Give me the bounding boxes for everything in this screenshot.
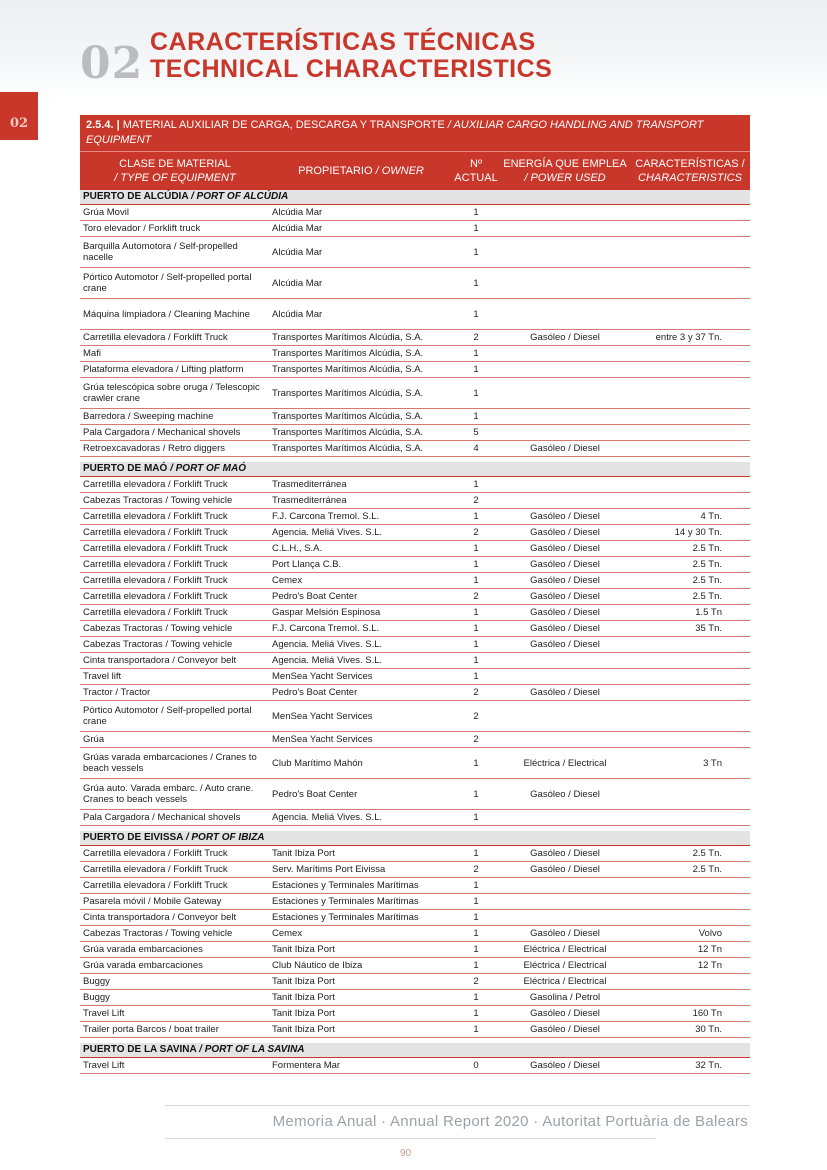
cell-type: Pala Cargadora / Mechanical shovels <box>83 812 241 823</box>
col-type: CLASE DE MATERIAL / TYPE OF EQUIPMENT <box>114 158 236 184</box>
cell-type: Grúa <box>83 734 105 745</box>
cell-owner: Alcúdia Mar <box>272 277 323 289</box>
table-row <box>80 573 750 589</box>
cell-type: Carretilla elevadora / Forklift Truck <box>83 848 228 859</box>
cell-owner: Estaciones y Terminales Marítimas <box>272 896 419 907</box>
chapter-title-en: TECHNICAL CHARACTERISTICS <box>150 55 553 83</box>
cell-count: 4 <box>473 443 479 454</box>
cell-owner: Formentera Mar <box>272 1060 341 1071</box>
cell-count: 1 <box>473 543 479 554</box>
cell-type: Barquilla Automotora / Self-propelled nacelle <box>83 241 238 263</box>
table-row <box>80 862 750 878</box>
cell-power <box>500 425 630 440</box>
cell-characteristics <box>630 205 750 220</box>
table-row <box>80 237 750 268</box>
cell-owner: Gaspar Melsión Espinosa <box>272 607 381 618</box>
cell-type: Tractor / Tractor <box>83 687 151 698</box>
cell-power: Gasóleo / Diesel <box>530 559 600 570</box>
cell-type: Cinta transportadora / Conveyor belt <box>83 912 237 923</box>
cell-characteristics <box>630 685 750 700</box>
cell-type: Grúa telescópica sobre oruga / Telescopic crawler crane <box>83 382 260 404</box>
cell-owner: Tanit Ibiza Port <box>272 944 335 955</box>
chapter-number: 02 <box>80 38 144 89</box>
cell-characteristics <box>630 268 750 298</box>
cell-characteristics: 3 Tn <box>703 757 722 769</box>
cell-owner: Tanit Ibiza Port <box>272 992 335 1003</box>
table-row <box>80 637 750 653</box>
cell-count: 1 <box>473 308 479 320</box>
cell-power: Gasóleo / Diesel <box>530 687 600 698</box>
cell-count: 2 <box>473 710 479 722</box>
table-row <box>80 221 750 237</box>
cell-characteristics <box>630 878 750 893</box>
cell-power: Gasóleo / Diesel <box>530 443 600 454</box>
side-chapter-tab: 02 <box>0 92 38 140</box>
table-row <box>80 846 750 862</box>
cell-owner: Tanit Ibiza Port <box>272 1024 335 1035</box>
cell-characteristics: 2.5 Tn. <box>692 575 722 586</box>
table-row <box>80 926 750 942</box>
cell-power: Gasóleo / Diesel <box>530 543 600 554</box>
cell-count: 1 <box>473 655 479 666</box>
cell-count: 1 <box>473 1008 479 1019</box>
cell-count: 2 <box>473 591 479 602</box>
table-row <box>80 974 750 990</box>
cell-type: Travel Lift <box>83 1060 125 1071</box>
cell-power <box>500 669 630 684</box>
table-row <box>80 1006 750 1022</box>
table-row <box>80 990 750 1006</box>
cell-power: Gasóleo / Diesel <box>530 591 600 602</box>
table-row <box>80 378 750 409</box>
table-row <box>80 205 750 221</box>
cell-owner: Tanit Ibiza Port <box>272 848 335 859</box>
table-row <box>80 685 750 701</box>
cell-type: Carretilla elevadora / Forklift Truck <box>83 575 228 586</box>
cell-power: Gasóleo / Diesel <box>530 864 600 875</box>
cell-count: 2 <box>473 527 479 538</box>
cell-characteristics <box>630 237 750 267</box>
cell-type: Cabezas Tractoras / Towing vehicle <box>83 639 233 650</box>
cell-characteristics: 1.5 Tn <box>695 607 722 618</box>
cell-power <box>500 237 630 267</box>
cell-characteristics: 2.5 Tn. <box>692 864 722 875</box>
cell-type: Máquina limpiadora / Cleaning Machine <box>83 308 250 320</box>
cell-count: 1 <box>473 511 479 522</box>
cell-count: 1 <box>473 671 479 682</box>
cell-owner: Agencia. Meliá Vives. S.L. <box>272 639 383 650</box>
table-row <box>80 541 750 557</box>
port-header <box>80 190 750 205</box>
cell-owner: Estaciones y Terminales Marítimas <box>272 880 419 891</box>
cell-owner: Transportes Marítimos Alcúdia, S.A. <box>272 411 424 422</box>
table-row <box>80 330 750 346</box>
cell-power: Eléctrica / Electrical <box>523 976 607 987</box>
cell-power: Eléctrica / Electrical <box>523 960 607 971</box>
cell-owner: F.J. Carcona Tremol. S.L. <box>272 511 380 522</box>
port-name-es: PUERTO DE EIVISSA <box>83 832 184 843</box>
port-header <box>80 831 750 846</box>
cell-power <box>500 810 630 825</box>
col-owner: PROPIETARIO / OWNER <box>298 165 424 177</box>
cell-count: 1 <box>473 992 479 1003</box>
cell-characteristics: 2.5 Tn. <box>692 848 722 859</box>
cell-count: 1 <box>473 277 479 289</box>
cell-count: 1 <box>473 896 479 907</box>
footer-divider <box>165 1105 750 1106</box>
cell-owner: Club Marítimo Mahón <box>272 757 363 769</box>
cell-owner: MenSea Yacht Services <box>272 671 373 682</box>
table-row <box>80 525 750 541</box>
cell-characteristics <box>630 378 750 408</box>
port-name-es: PUERTO DE LA SAVINA <box>83 1044 197 1055</box>
cell-count: 1 <box>473 639 479 650</box>
cell-type: Cabezas Tractoras / Towing vehicle <box>83 623 233 634</box>
footer-text: Memoria Anual · Annual Report 2020 · Autoritat Portuària de Balears <box>272 1113 748 1130</box>
cell-power: Gasóleo / Diesel <box>530 639 600 650</box>
table-row <box>80 958 750 974</box>
cell-count: 1 <box>473 479 479 490</box>
chapter-title-es: CARACTERÍSTICAS TÉCNICAS <box>150 28 536 56</box>
cell-owner: Pedro's Boat Center <box>272 687 358 698</box>
footer-divider-bottom <box>165 1138 655 1139</box>
cell-count: 2 <box>473 976 479 987</box>
cell-power <box>500 362 630 377</box>
cell-power <box>500 701 630 731</box>
table-row <box>80 268 750 299</box>
cell-power <box>500 910 630 925</box>
cell-type: Barredora / Sweeping machine <box>83 411 214 422</box>
cell-owner: Pedro's Boat Center <box>272 591 358 602</box>
cell-power <box>500 894 630 909</box>
table-row <box>80 748 750 779</box>
cell-count: 1 <box>473 812 479 823</box>
cell-owner: Alcúdia Mar <box>272 246 323 258</box>
cell-characteristics <box>630 990 750 1005</box>
cell-owner: Tanit Ibiza Port <box>272 1008 335 1019</box>
cell-count: 1 <box>473 364 479 375</box>
table-row <box>80 1058 750 1074</box>
cell-owner: MenSea Yacht Services <box>272 734 373 745</box>
cell-type: Grúa auto. Varada embarc. / Auto crane. Cranes to beach vessels <box>83 783 254 805</box>
cell-count: 0 <box>473 1060 479 1071</box>
cell-characteristics <box>630 477 750 492</box>
cell-owner: Transportes Marítimos Alcúdia, S.A. <box>272 427 424 438</box>
port-name-es: PUERTO DE MAÓ <box>83 463 168 474</box>
table-row <box>80 441 750 457</box>
cell-characteristics <box>630 732 750 747</box>
cell-power <box>500 378 630 408</box>
cell-type: Grúa Movil <box>83 207 129 218</box>
cell-type: Carretilla elevadora / Forklift Truck <box>83 479 228 490</box>
cell-characteristics <box>630 409 750 424</box>
cell-count: 1 <box>473 559 479 570</box>
table-row <box>80 509 750 525</box>
cell-count: 1 <box>473 848 479 859</box>
cell-characteristics <box>630 701 750 731</box>
table-row <box>80 942 750 958</box>
table-row <box>80 779 750 810</box>
cell-type: Mafi <box>83 348 101 359</box>
cell-power: Gasóleo / Diesel <box>530 788 600 800</box>
port-name-en: / PORT OF IBIZA <box>185 832 265 843</box>
cell-characteristics <box>630 894 750 909</box>
cell-owner: Agencia. Meliá Vives. S.L. <box>272 655 383 666</box>
cell-power: Eléctrica / Electrical <box>523 944 607 955</box>
table-row <box>80 605 750 621</box>
cell-characteristics <box>630 346 750 361</box>
table-row <box>80 878 750 894</box>
cell-type: Retroexcavadoras / Retro diggers <box>83 443 226 454</box>
cell-type: Carretilla elevadora / Forklift Truck <box>83 880 228 891</box>
cell-type: Cabezas Tractoras / Towing vehicle <box>83 928 233 939</box>
table-row <box>80 894 750 910</box>
cell-count: 1 <box>473 788 479 800</box>
cell-characteristics: 2.5 Tn. <box>692 591 722 602</box>
cell-characteristics <box>630 910 750 925</box>
cell-type: Cinta transportadora / Conveyor belt <box>83 655 237 666</box>
cell-characteristics <box>630 441 750 456</box>
cell-owner: Serv. Marítims Port Eivissa <box>272 864 386 875</box>
table-body <box>80 190 750 1074</box>
cell-type: Buggy <box>83 992 110 1003</box>
table-row <box>80 732 750 748</box>
page-number: 90 <box>400 1148 412 1159</box>
cell-owner: Pedro's Boat Center <box>272 788 358 800</box>
cell-count: 1 <box>473 1024 479 1035</box>
cell-characteristics: entre 3 y 37 Tn. <box>655 332 722 343</box>
cell-type: Carretilla elevadora / Forklift Truck <box>83 591 228 602</box>
cell-owner: Club Náutico de Ibiza <box>272 960 363 971</box>
table-row <box>80 589 750 605</box>
table-row <box>80 477 750 493</box>
cell-owner: Transportes Marítimos Alcúdia, S.A. <box>272 364 424 375</box>
cell-characteristics <box>630 669 750 684</box>
cell-count: 2 <box>473 734 479 745</box>
cell-owner: Estaciones y Terminales Marítimas <box>272 912 419 923</box>
cell-characteristics: 4 Tn. <box>700 511 722 522</box>
cell-count: 2 <box>473 332 479 343</box>
cell-power <box>500 346 630 361</box>
table-row <box>80 621 750 637</box>
cell-type: Grúa varada embarcaciones <box>83 944 203 955</box>
cell-type: Carretilla elevadora / Forklift Truck <box>83 607 228 618</box>
cell-count: 1 <box>473 757 479 769</box>
cell-characteristics <box>630 779 750 809</box>
table-row <box>80 910 750 926</box>
cell-owner: Transportes Marítimos Alcúdia, S.A. <box>272 443 424 454</box>
cell-owner: Alcúdia Mar <box>272 207 323 218</box>
cell-owner: Cemex <box>272 928 303 939</box>
cell-power: Gasóleo / Diesel <box>530 511 600 522</box>
cell-power <box>500 409 630 424</box>
cell-characteristics: 12 Tn <box>697 944 722 955</box>
table-row <box>80 299 750 330</box>
cell-power <box>500 205 630 220</box>
cell-count: 2 <box>473 687 479 698</box>
cell-characteristics <box>630 299 750 329</box>
cell-count: 2 <box>473 864 479 875</box>
cell-count: 1 <box>473 623 479 634</box>
cell-type: Cabezas Tractoras / Towing vehicle <box>83 495 233 506</box>
cell-count: 1 <box>473 411 479 422</box>
cell-power <box>500 732 630 747</box>
table-header <box>80 151 750 190</box>
table-row <box>80 362 750 378</box>
port-name-en: / PORT OF ALCÚDIA <box>190 191 289 202</box>
port-header <box>80 462 750 477</box>
cell-type: Pala Cargadora / Mechanical shovels <box>83 427 241 438</box>
cell-owner: Cemex <box>272 575 303 586</box>
cell-count: 1 <box>473 944 479 955</box>
cell-power <box>500 268 630 298</box>
cell-type: Pasarela móvil / Mobile Gateway <box>83 896 222 907</box>
cell-characteristics: 2.5 Tn. <box>692 559 722 570</box>
table-row <box>80 409 750 425</box>
cell-count: 1 <box>473 607 479 618</box>
cell-characteristics <box>630 637 750 652</box>
cell-characteristics: 32 Tn. <box>695 1060 722 1071</box>
cell-power <box>500 493 630 508</box>
col-count: Nº ACTUAL <box>454 158 498 184</box>
cell-power <box>500 221 630 236</box>
cell-owner: Trasmediterránea <box>272 479 347 490</box>
cell-characteristics <box>630 974 750 989</box>
col-characteristics: CARACTERÍSTICAS / CHARACTERISTICS <box>635 158 745 184</box>
cell-power: Gasóleo / Diesel <box>530 1024 600 1035</box>
port-header <box>80 1043 750 1058</box>
cell-power: Gasóleo / Diesel <box>530 332 600 343</box>
cell-count: 1 <box>473 207 479 218</box>
cell-count: 1 <box>473 928 479 939</box>
cell-count: 1 <box>473 246 479 258</box>
cell-count: 5 <box>473 427 479 438</box>
cell-characteristics: 35 Tn. <box>695 623 722 634</box>
cell-count: 1 <box>473 387 479 399</box>
cell-type: Buggy <box>83 976 110 987</box>
cell-owner: MenSea Yacht Services <box>272 710 373 722</box>
cell-type: Pórtico Automotor / Self-propelled portal crane <box>83 272 252 294</box>
cell-characteristics: 2.5 Tn. <box>692 543 722 554</box>
cell-characteristics <box>630 810 750 825</box>
cell-owner: Alcúdia Mar <box>272 308 323 320</box>
cell-owner: Agencia. Meliá Vives. S.L. <box>272 527 383 538</box>
cell-characteristics: 30 Tn. <box>695 1024 722 1035</box>
table-row <box>80 346 750 362</box>
cell-type: Travel Lift <box>83 1008 125 1019</box>
cell-count: 1 <box>473 960 479 971</box>
cell-power: Gasóleo / Diesel <box>530 1008 600 1019</box>
cell-characteristics <box>630 362 750 377</box>
cell-count: 1 <box>473 912 479 923</box>
cell-power: Gasóleo / Diesel <box>530 848 600 859</box>
cell-type: Carretilla elevadora / Forklift Truck <box>83 543 228 554</box>
cell-type: Trailer porta Barcos / boat trailer <box>83 1024 219 1035</box>
cell-owner: F.J. Carcona Tremol. S.L. <box>272 623 380 634</box>
cell-characteristics <box>630 493 750 508</box>
cell-characteristics <box>630 425 750 440</box>
cell-characteristics: 160 Tn <box>692 1008 722 1019</box>
cell-count: 1 <box>473 348 479 359</box>
table-row <box>80 810 750 826</box>
cell-owner: Trasmediterránea <box>272 495 347 506</box>
equipment-table <box>80 115 750 1074</box>
cell-owner: Tanit Ibiza Port <box>272 976 335 987</box>
cell-characteristics <box>630 653 750 668</box>
cell-owner: Alcúdia Mar <box>272 223 323 234</box>
cell-owner: Transportes Marítimos Alcúdia, S.A. <box>272 387 424 399</box>
cell-power: Gasóleo / Diesel <box>530 527 600 538</box>
cell-type: Grúa varada embarcaciones <box>83 960 203 971</box>
port-name-en: / PORT OF MAÓ <box>170 463 246 474</box>
cell-power <box>500 299 630 329</box>
cell-type: Pórtico Automotor / Self-propelled portal crane <box>83 705 252 727</box>
section-title: 2.5.4. | MATERIAL AUXILIAR DE CARGA, DESCARGA Y TRANSPORTE / AUXILIAR CARGO HANDLING AND TRANSPORT EQUIPMENT <box>80 115 750 151</box>
cell-power <box>500 878 630 893</box>
table-row <box>80 701 750 732</box>
cell-power: Gasolina / Petrol <box>529 992 601 1003</box>
cell-type: Grúas varada embarcaciones / Cranes to beach vessels <box>83 752 257 774</box>
cell-power: Gasóleo / Diesel <box>530 1060 600 1071</box>
cell-owner: Transportes Marítimos Alcúdia, S.A. <box>272 332 424 343</box>
cell-type: Toro elevador / Forklift truck <box>83 223 201 234</box>
cell-count: 1 <box>473 880 479 891</box>
cell-type: Carretilla elevadora / Forklift Truck <box>83 527 228 538</box>
port-name-en: / PORT OF LA SAVINA <box>199 1044 305 1055</box>
col-power: ENERGÍA QUE EMPLEA / POWER USED <box>503 158 627 184</box>
cell-type: Travel lift <box>83 671 122 682</box>
table-row <box>80 557 750 573</box>
cell-owner: Agencia. Meliá Vives. S.L. <box>272 812 383 823</box>
cell-power <box>500 653 630 668</box>
port-name-es: PUERTO DE ALCÚDIA <box>83 191 189 202</box>
table-row <box>80 1022 750 1038</box>
cell-type: Carretilla elevadora / Forklift Truck <box>83 332 228 343</box>
table-row <box>80 493 750 509</box>
cell-count: 1 <box>473 223 479 234</box>
cell-characteristics: 12 Tn <box>697 960 722 971</box>
cell-owner: Port Llança C.B. <box>272 559 342 570</box>
cell-power: Gasóleo / Diesel <box>530 607 600 618</box>
cell-power: Gasóleo / Diesel <box>530 928 600 939</box>
cell-type: Carretilla elevadora / Forklift Truck <box>83 864 228 875</box>
cell-count: 1 <box>473 575 479 586</box>
cell-characteristics: 14 y 30 Tn. <box>674 527 722 538</box>
cell-type: Plataforma elevadora / Lifting platform <box>83 364 244 375</box>
cell-characteristics: Volvo <box>698 928 722 939</box>
cell-power <box>500 477 630 492</box>
cell-characteristics <box>630 221 750 236</box>
cell-power: Eléctrica / Electrical <box>523 757 607 769</box>
cell-count: 2 <box>473 495 479 506</box>
cell-type: Carretilla elevadora / Forklift Truck <box>83 511 228 522</box>
cell-owner: C.L.H., S.A. <box>272 543 323 554</box>
table-row <box>80 425 750 441</box>
cell-power: Gasóleo / Diesel <box>530 623 600 634</box>
table-row <box>80 669 750 685</box>
cell-type: Carretilla elevadora / Forklift Truck <box>83 559 228 570</box>
cell-owner: Transportes Marítimos Alcúdia, S.A. <box>272 348 424 359</box>
table-row <box>80 653 750 669</box>
cell-power: Gasóleo / Diesel <box>530 575 600 586</box>
